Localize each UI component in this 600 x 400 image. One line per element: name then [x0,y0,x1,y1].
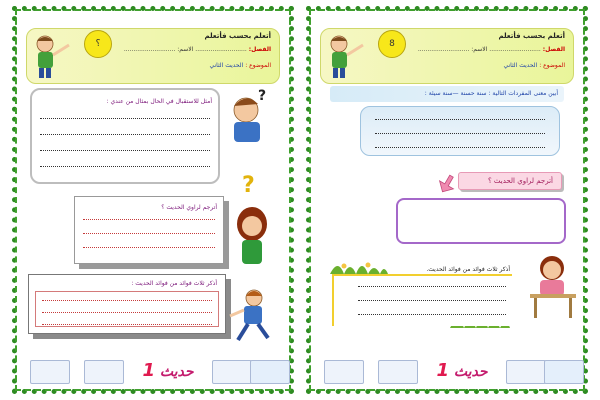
topic-line [504,62,566,69]
answer-line[interactable] [40,166,210,167]
benefits-inner-frame [35,291,219,327]
answer-line[interactable] [42,312,212,313]
answer-line[interactable] [358,286,506,287]
gift-icon [212,360,252,384]
name-field-line: ........................... الاسم: ........................... [123,46,247,53]
hadith-word: حديث [159,364,194,380]
answer-line[interactable] [83,219,215,220]
airplane-icon [30,360,70,384]
hadith-label [126,358,210,384]
svg-text:?: ? [258,88,267,104]
pencil-icon [84,360,124,384]
hadith-word: حديث [453,364,488,380]
name-class-line [85,46,271,53]
benefits-answer-box [332,266,512,326]
disk-icon [544,360,584,384]
vocabulary-prompt-strip [330,86,564,102]
hadith-label [420,358,504,384]
narrator-answer-box [396,198,566,244]
narrator-prompt-tag [458,172,562,190]
studying-girl-icon [526,252,580,322]
answer-line[interactable] [42,324,212,325]
answer-line[interactable] [40,118,210,119]
narrator-answer-box [74,196,224,264]
class-label: الفصل: [542,46,565,53]
pointing-boy-icon [325,33,365,79]
answer-line[interactable] [83,247,215,248]
name-class-line [379,46,565,53]
topic-label: الموضوع : [539,62,565,69]
example-answer-box [30,88,220,184]
class-label: الفصل: [248,46,271,53]
narrator-prompt: أترجم لراوي الحديث ؟ [487,177,553,185]
worksheet-title: أتعلم بحسب فأتعلم [204,32,271,40]
benefits-answer-box [28,274,226,334]
benefits-prompt: أذكر ثلاث فوائد من فوائد الحديث. [426,266,510,273]
pointing-boy-icon [31,33,71,79]
worksheet-page-left [12,6,294,394]
footer-bar [26,358,280,384]
benefits-prompt: أذكر ثلاث فوائد من فوائد الحديث : [131,280,217,287]
topic-value: الحديث الثاني [503,62,538,69]
arrow-down-icon [436,174,458,194]
worksheet-page-right [306,6,588,394]
answer-line[interactable] [358,300,506,301]
vocabulary-prompt: أبين معنى المفردات التالية : سنة حسنة —سنة سيئة : [424,90,558,97]
grade-circle: 8 [378,30,406,58]
running-boy-icon [226,288,276,344]
answer-line[interactable] [375,133,545,134]
girl-question-icon [226,166,276,266]
topic-value: الحديث الثاني [209,62,244,69]
example-prompt: أمثل للاستقبال في الحال بمثال من عندي : [106,98,212,105]
answer-line[interactable] [375,119,545,120]
thinking-boy-icon [224,86,276,144]
worksheet-title: أتعلم بحسب فأتعلم [498,32,565,40]
topic-line [210,62,272,69]
header-panel [320,28,574,84]
answer-line[interactable] [375,147,545,148]
name-field-line: ........................... الاسم: ........................... [417,46,541,53]
answer-line[interactable] [83,233,215,234]
narrator-prompt: أترجم لراوي الحديث ؟ [161,204,217,211]
answer-line[interactable] [40,150,210,151]
gift-icon [506,360,546,384]
topic-label: الموضوع : [245,62,271,69]
answer-line[interactable] [42,300,212,301]
svg-text:?: ? [242,173,255,198]
vocabulary-answer-box [360,106,560,156]
hadith-number: 1 [142,360,155,381]
answer-line[interactable] [40,134,210,135]
disk-icon [250,360,290,384]
footer-bar [320,358,574,384]
pencil-icon [378,360,418,384]
grass-decoration-icon [328,256,390,276]
airplane-icon [324,360,364,384]
header-panel [26,28,280,84]
grade-circle: ؟ [84,30,112,58]
answer-line[interactable] [358,314,506,315]
hadith-number: 1 [436,360,449,381]
